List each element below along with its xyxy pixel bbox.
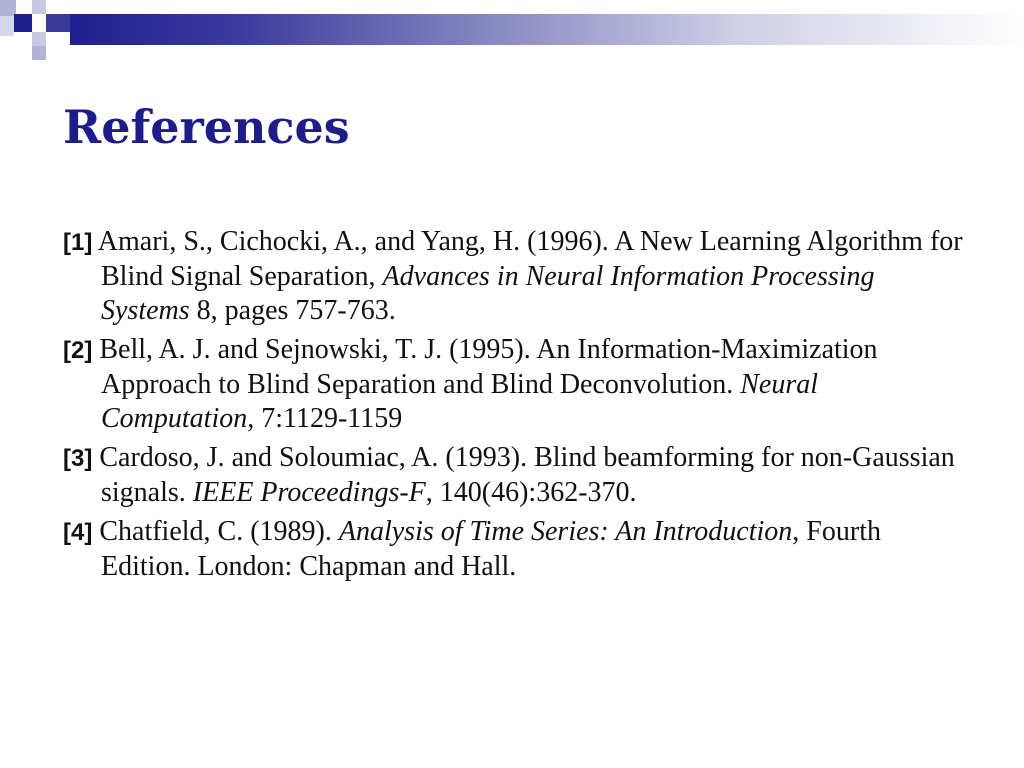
reference-text: Chatfield, C. (1989). bbox=[92, 516, 339, 547]
reference-source: IEEE Proceedings-F bbox=[192, 477, 426, 508]
reference-item bbox=[63, 225, 963, 328]
decor-square bbox=[46, 0, 76, 14]
reference-source: Analysis of Time Series: An Introduction bbox=[338, 516, 793, 547]
reference-number: [4] bbox=[63, 519, 93, 546]
reference-source: Neural Computation bbox=[101, 369, 819, 434]
reference-details: , Fourth Edition. London: Chapman and Hall. bbox=[101, 516, 881, 582]
reference-number: [1] bbox=[63, 229, 93, 256]
reference-source: Advances in Neural Information Processing Systems bbox=[101, 261, 875, 326]
reference-item bbox=[63, 515, 963, 584]
reference-details: , 7:1129-1159 bbox=[247, 403, 403, 434]
gradient-bar bbox=[70, 14, 1024, 45]
reference-text: Amari, S., Cichocki, A., and Yang, H. (1996). A New Learning Algorithm for Blind Signal Separation, bbox=[92, 226, 963, 292]
decor-square bbox=[0, 16, 14, 36]
reference-number: [2] bbox=[63, 337, 93, 364]
slide-title: References bbox=[63, 100, 350, 154]
reference-details: , 140(46):362-370. bbox=[425, 477, 637, 508]
decor-square bbox=[14, 14, 32, 32]
reference-item bbox=[63, 333, 963, 436]
reference-text: Bell, A. J. and Sejnowski, T. J. (1995). An Information-Maximization Approach to Blind Separation and Blind Deconvolution. bbox=[92, 334, 878, 400]
reference-number: [3] bbox=[63, 445, 93, 472]
decor-square bbox=[32, 0, 46, 14]
reference-text: Cardoso, J. and Soloumiac, A. (1993). Blind beamforming for non-Gaussian signals. bbox=[92, 442, 955, 508]
decor-square bbox=[32, 32, 46, 46]
decor-square bbox=[32, 14, 46, 32]
decor-square bbox=[32, 46, 46, 60]
reference-list bbox=[63, 225, 963, 589]
reference-item bbox=[63, 441, 963, 510]
decor-square bbox=[46, 14, 70, 32]
reference-details: 8, pages 757-763. bbox=[189, 295, 396, 326]
decor-square bbox=[14, 32, 32, 46]
